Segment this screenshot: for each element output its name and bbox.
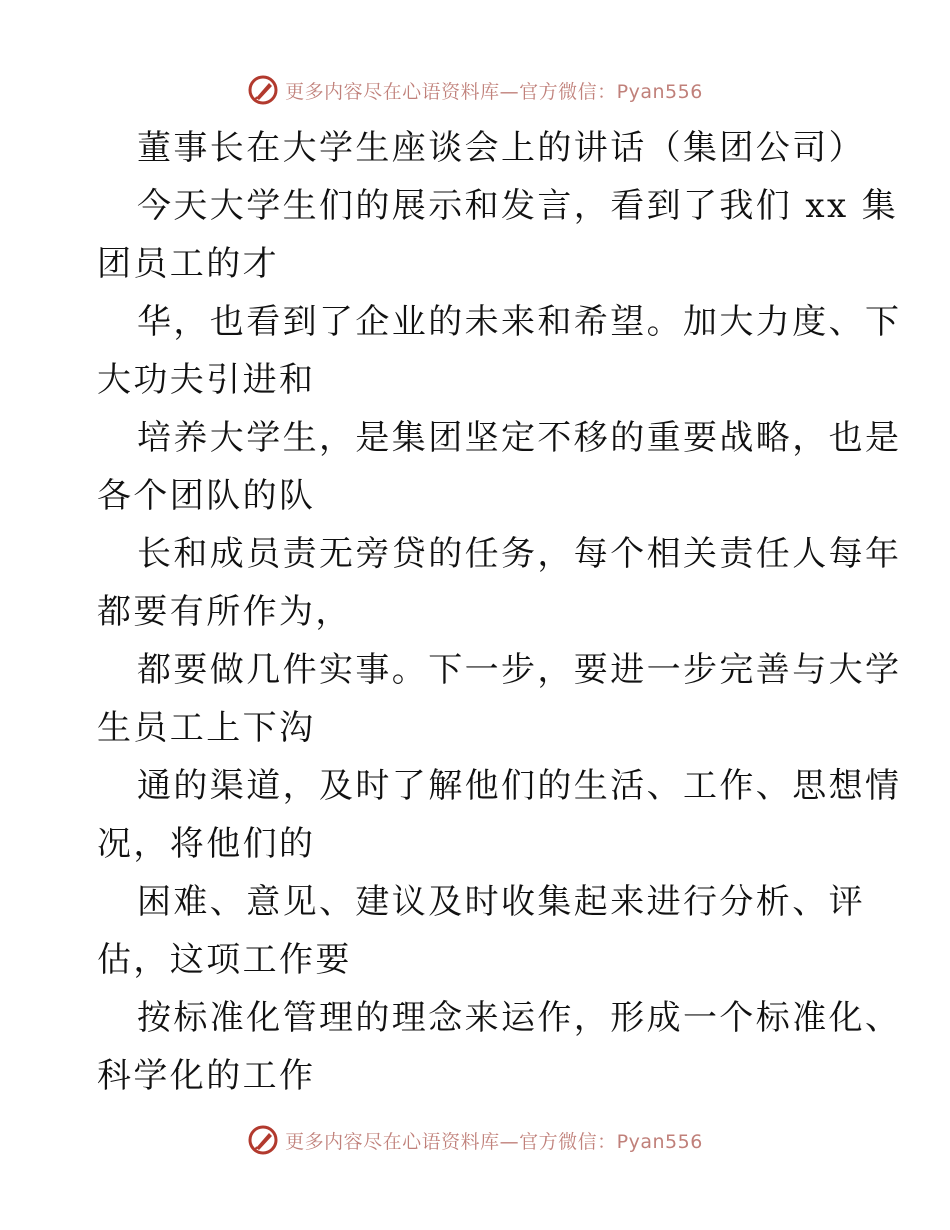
paragraph-line: 都要有所作为， <box>97 592 352 632</box>
header-banner <box>0 70 950 110</box>
quill-pen-logo-icon <box>247 74 279 106</box>
paragraph-line: 培养大学生，是集团坚定不移的重要战略，也是 <box>137 418 902 458</box>
paragraph-line: 生员工上下沟 <box>97 708 316 748</box>
paragraph-line: 今天大学生们的展示和发言，看到了我们 xx 集 <box>137 186 899 226</box>
paragraph-line: 科学化的工作 <box>97 1056 316 1096</box>
paragraph-line: 团员工的才 <box>97 244 279 284</box>
paragraph-line: 各个团队的队 <box>97 476 316 516</box>
footer-banner-text: 更多内容尽在心语资料库—官方微信：Pyan556 <box>285 1130 703 1153</box>
paragraph-line: 大功夫引进和 <box>97 360 316 400</box>
paragraph-line: 华，也看到了企业的未来和希望。加大力度、下 <box>137 302 902 342</box>
paragraph-line: 按标准化管理的理念来运作，形成一个标准化、 <box>137 998 902 1038</box>
paragraph-line: 都要做几件实事。下一步，要进一步完善与大学 <box>137 650 902 690</box>
header-banner-text: 更多内容尽在心语资料库—官方微信：Pyan556 <box>285 80 703 103</box>
paragraph-line: 通的渠道，及时了解他们的生活、工作、思想情 <box>137 766 902 806</box>
paragraph-line: 困难、意见、建议及时收集起来进行分析、评 <box>137 882 865 922</box>
document-title: 董事长在大学生座谈会上的讲话（集团公司） <box>137 128 865 168</box>
footer-banner <box>0 1120 950 1160</box>
paragraph-line: 估，这项工作要 <box>97 940 352 980</box>
paragraph-line: 况，将他们的 <box>97 824 316 864</box>
quill-pen-logo-icon <box>247 1124 279 1156</box>
paragraph-line: 长和成员责无旁贷的任务，每个相关责任人每年 <box>137 534 902 574</box>
